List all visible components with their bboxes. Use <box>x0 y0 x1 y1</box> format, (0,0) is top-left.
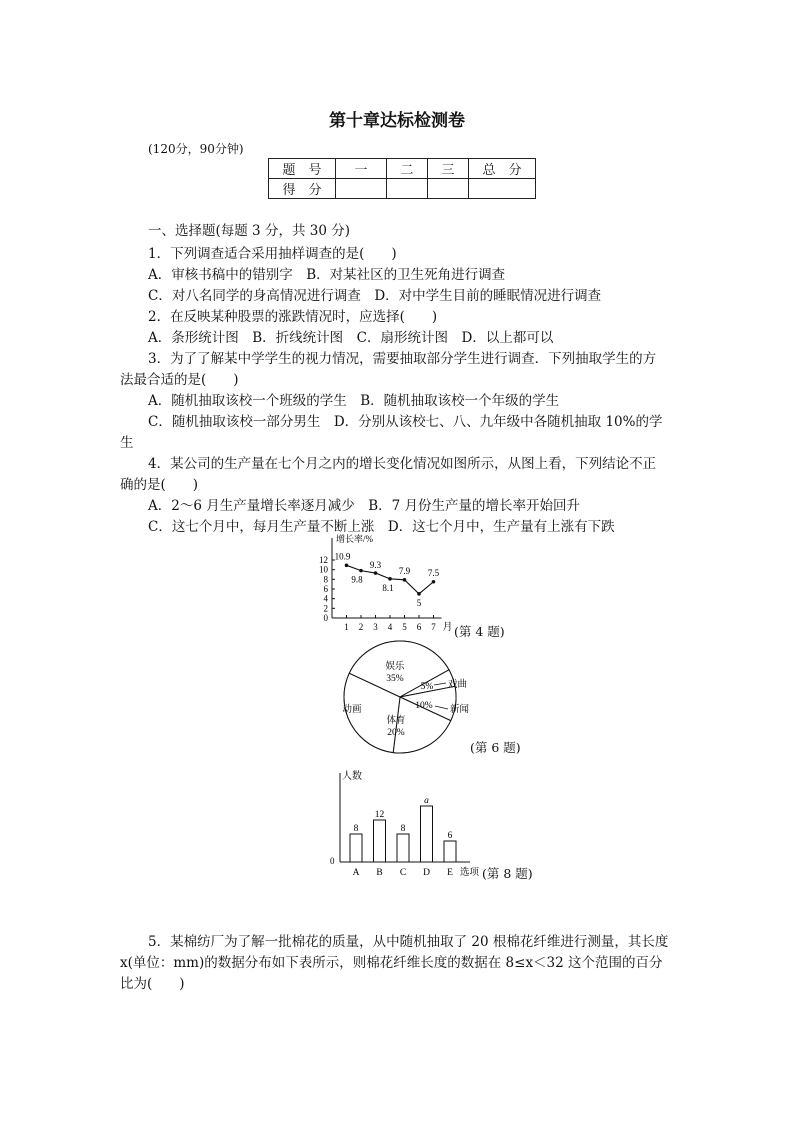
bar <box>444 841 456 862</box>
q4-stem-line2: 确的是( ) <box>120 477 199 493</box>
q2-options: A．条形统计图 B．折线统计图 C．扇形统计图 D．以上都可以 <box>148 330 554 346</box>
pie-chart-caption: (第 6 题) <box>470 740 521 755</box>
x-axis-label: 月 <box>442 622 453 633</box>
x-tick-label: D <box>423 868 430 878</box>
q4-options-cd: C．这七个月中，每月生产量不断上涨 D．这七个月中，生产量有上涨有下跌 <box>148 519 615 535</box>
bar-value-label: 8 <box>353 824 359 834</box>
data-label: 8.1 <box>382 582 394 593</box>
page-title: 第十章达标检测卷 <box>329 111 465 131</box>
data-point <box>417 592 421 596</box>
x-tick-label: 7 <box>431 622 436 632</box>
slice-label: 娱乐 <box>385 662 405 672</box>
q1-stem: 1．下列调查适合采用抽样调查的是( ) <box>148 246 397 262</box>
x-tick-label: 3 <box>373 622 378 632</box>
x-axis-label: 选项 <box>460 868 480 878</box>
y-axis-label: 人数 <box>342 771 362 782</box>
score-table <box>268 158 536 199</box>
score-table-score-row <box>269 179 536 199</box>
q1-options-cd: C．对八名同学的身高情况进行调查 D．对中学生目前的睡眠情况进行调查 <box>148 288 602 304</box>
q5-line1: 5．某棉纺厂为了解一批棉花的质量，从中随机抽取了 20 根棉花纤维进行测量，其长度 <box>148 934 669 950</box>
score-cell[interactable] <box>336 179 387 199</box>
bar <box>350 834 362 862</box>
x-tick-label: B <box>376 868 383 878</box>
slice-label: 体育 <box>386 716 406 726</box>
score-header-cell: 题 号 <box>269 159 336 179</box>
q3-options-ab: A．随机抽取该校一个班级的学生 B．随机抽取该校一个年级的学生 <box>148 393 560 409</box>
x-tick-label: 2 <box>358 622 364 632</box>
score-cell[interactable] <box>469 179 536 199</box>
bar-value-label: 8 <box>400 824 406 834</box>
time-note: (120分，90分钟) <box>148 142 244 156</box>
q1-options-ab: A．审核书稿中的错别字 B．对某社区的卫生死角进行调查 <box>148 267 506 283</box>
slice-value: 5% <box>420 682 434 692</box>
data-label: 9.8 <box>351 574 363 585</box>
score-header-cell: 一 <box>336 159 387 179</box>
x-tick-label: C <box>399 868 407 878</box>
line-chart-caption: (第 4 题) <box>454 624 505 639</box>
slice-label: 戏曲 <box>448 680 468 690</box>
x-tick-label: 1 <box>344 622 349 632</box>
q4-options-ab: A．2～6 月生产量增长率逐月减少 B．7 月份生产量的增长率开始回升 <box>148 498 581 514</box>
score-table-header-row <box>269 159 536 179</box>
slice-label: 新闻 <box>450 705 470 715</box>
q3-options-cd-line1: C．随机抽取该校一部分男生 D．分别从该校七、八、九年级中各随机抽取 10%的学 <box>148 414 663 430</box>
y-tick-label: 8 <box>323 574 328 585</box>
bar <box>397 834 409 862</box>
y-tick-label: 2 <box>323 603 328 614</box>
x-tick-label: 4 <box>387 622 393 632</box>
score-header-cell: 二 <box>387 159 428 179</box>
slice-value: 10% <box>415 701 433 711</box>
y-tick-label: 10 <box>319 564 328 575</box>
bar <box>374 820 386 862</box>
score-row-label: 得 分 <box>269 179 336 199</box>
slice-label: 动画 <box>342 705 362 715</box>
y-tick-label: 6 <box>323 584 328 594</box>
data-point <box>359 569 363 573</box>
bar-value-label: 6 <box>447 831 453 841</box>
x-tick-label: 5 <box>402 622 407 632</box>
section-heading: 一、选择题(每题 3 分，共 30 分) <box>148 223 350 239</box>
x-tick-label: E <box>447 868 453 878</box>
q4-stem-line1: 4．某公司的生产量在七个月之内的增长变化情况如图所示，从图上看，下列结论不正 <box>148 456 657 472</box>
score-header-cell: 三 <box>428 159 469 179</box>
x-tick-label: A <box>352 868 360 878</box>
q3-stem-line2: 法最合适的是( ) <box>120 372 239 388</box>
score-header-cell: 总 分 <box>469 159 536 179</box>
q5-line2: x(单位：mm)的数据分布如下表所示，则棉花纤维长度的数据在 8≤x＜32 这个范围的百分 <box>120 955 663 971</box>
y-tick-label: 0 <box>323 613 328 623</box>
x-tick-label: 6 <box>416 622 422 632</box>
data-label: 9.3 <box>369 560 382 571</box>
q3-stem-line1: 3．为了了解某中学学生的视力情况，需要抽取部分学生进行调查．下列抽取学生的方 <box>148 351 657 367</box>
score-cell[interactable] <box>387 179 428 199</box>
bar-value-label: a <box>424 796 429 806</box>
bar-value-label: 12 <box>374 810 385 820</box>
score-cell[interactable] <box>428 179 469 199</box>
q5-line3: 比为( ) <box>120 976 185 992</box>
slice-value: 20% <box>387 728 405 738</box>
data-point <box>345 564 349 568</box>
data-point <box>403 578 407 582</box>
data-point <box>374 571 378 575</box>
y-tick-label: 4 <box>323 593 328 604</box>
data-point <box>388 577 392 581</box>
bar-chart-caption: (第 8 题) <box>482 866 533 881</box>
bar <box>421 806 433 862</box>
y-tick-label: 12 <box>319 555 328 565</box>
data-label: 7.9 <box>398 565 411 576</box>
slice-value: 35% <box>386 674 404 684</box>
data-label: 5 <box>416 597 422 608</box>
data-point <box>432 580 436 584</box>
q2-stem: 2．在反映某种股票的涨跌情况时，应选择( ) <box>148 309 438 325</box>
bar-chart <box>320 765 490 880</box>
q3-options-cd-line2: 生 <box>120 435 134 451</box>
origin-label: 0 <box>330 856 335 866</box>
data-label: 10.9 <box>334 551 351 562</box>
y-axis-label: 增长率/% <box>336 534 373 544</box>
data-label: 7.5 <box>427 567 440 578</box>
